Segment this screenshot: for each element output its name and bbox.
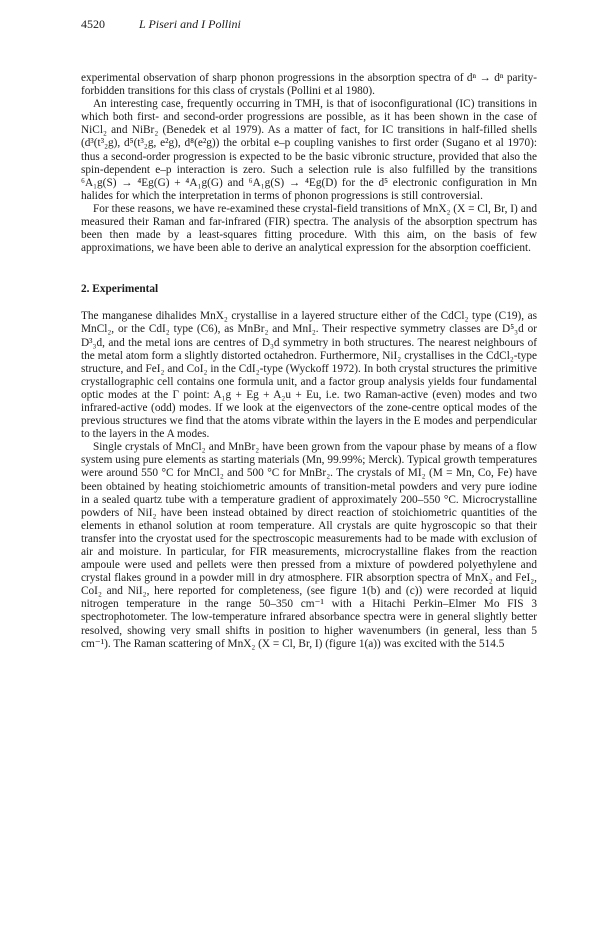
intro-paragraph-ic-transitions: An interesting case, frequently occurring in TMH, is that of isoconfigurational (IC) transitions in which both first- and second-order progressions are possible, as it has been shown in the case of NiCl₂ and NiBr₂ (Benedek et al 1979). As a matter of fact, for IC transitions in half-filled shells (d³(t³₂g), d⁵(t³₂g, e²g), d⁸(e²g)) the orbital e–p coupling vanishes to first order (Sugano et al 1970): thus a second-order progression is expected to be the basic vibronic structure, provided that also the spin-dependent e–p interaction is zero. Such a selection rule is also fulfilled by the transitions ⁶A₁g(S) → ⁴Eg(G) + ⁴A₁g(G) and ⁶A₁g(S) → ⁴Eg(D) for the d⁵ electronic configuration in Mn halides for which the interpretation in terms of phonon progressions is still controversial.: [81, 98, 537, 202]
section-heading-experimental: 2. Experimental: [81, 283, 159, 296]
experimental-paragraph-structure: The manganese dihalides MnX₂ crystallise in a layered structure either of the CdCl₂ type (C19), as MnCl₂, or the CdI₂ type (C6), as MnBr₂ and MnI₂. Their respective symmetry classes are D⁵₃d or D³₃d, and the metal ions are centres of D₃d symmetry in both structures. The nearest neighbours of the metal atom form a slightly distorted octahedron. Furthermore, NiI₂ crystallises in the CdCl₂-type structure, and FeI₂ and CoI₂ in the CdI₂-type (Wyckoff 1972). In both crystal structures the primitive crystallographic cell contains one formula unit, and a factor group analysis yields four fundamental optic modes at the Γ point: A₁g + Eg + A₂u + Eu, i.e. two Raman-active (even) modes and two infrared-active (odd) modes. If we look at the eigenvectors of the zone-centre optical modes of the previous structures we find that the atoms vibrate within the layers in the E modes and perpendicular to the layers in the A modes.: [81, 310, 537, 441]
intro-paragraph-aims: For these reasons, we have re-examined these crystal-field transitions of MnX₂ (X = Cl, Br, I) and measured their Raman and far-infrared (FIR) spectra. The analysis of the absorption spectrum has been then made by a least-squares fitting procedure. With this aim, on the basis of few approximations, we have been able to derive an analytical expression for the absorption coefficient.: [81, 202, 537, 255]
running-title: L Piseri and I Pollini: [139, 17, 241, 31]
page-number: 4520: [81, 17, 105, 31]
intro-paragraph-continued: experimental observation of sharp phonon progressions in the absorption spectra of dⁿ → dⁿ parity-forbidden transitions for this class of crystals (Pollini et al 1980).: [81, 72, 537, 98]
page-header: [81, 18, 537, 34]
article-body: [81, 72, 537, 651]
experimental-paragraph-growth: Single crystals of MnCl₂ and MnBr₂ have been grown from the vapour phase by means of a flow system using pure elements as starting materials (Mn, 99.99%; Merck). Typical growth temperatures were around 550 °C for MnCl₂ and 500 °C for MnBr₂. The crystals of MI₂ (M = Mn, Co, Fe) have been obtained by heating stoichiometric amounts of transition-metal powders and very pure iodine in a sealed quartz tube with a temperature gradient of approximately 200–550 °C. Microcrystalline powders of NiI₂ have been instead obtained by direct reaction of stoichiometric quantities of the elements in ethanol solution at room temperature. All crystals are quite hygroscopic so that their transfer into the cryostat used for the spectroscopic measurements had to be made with exclusion of air and moisture. In particular, for FIR measurements, microcrystalline flakes from the reaction ampoule were used and pellets were then pressed from a mixture of powdered polyethylene and crystal flakes ground in a powder mill in dry atmosphere. FIR absorption spectra of MnX₂ and FeI₂, CoI₂ and NiI₂, here reported for completeness, (see figure 1(b) and (c)) were recorded at liquid nitrogen temperature in the range 50–350 cm⁻¹ with a Hitachi Perkin–Elmer Mo FIS 3 spectrophotometer. The low-temperature infrared absorbance spectra were in general slightly better resolved, showing very small shifts in position to higher wavenumbers (in general, less than 5 cm⁻¹). The Raman scattering of MnX₂ (X = Cl, Br, I) (figure 1(a)) was excited with the 514.5: [81, 441, 537, 650]
